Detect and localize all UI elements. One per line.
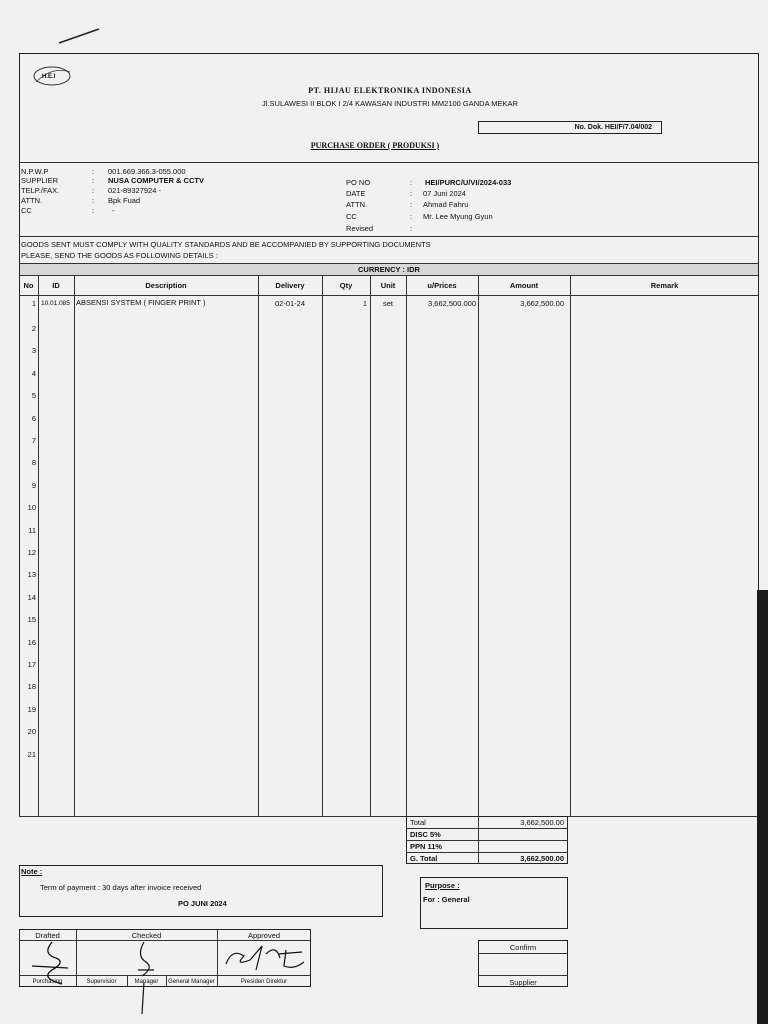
notice-line-2: PLEASE, SEND THE GOODS AS FOLLOWING DETAILS :	[21, 251, 218, 260]
note-label: Note :	[21, 867, 43, 876]
po-cc-sep: :	[410, 212, 413, 221]
row-amount: 3,662,500.00	[520, 299, 564, 308]
purpose-value: For : General	[423, 895, 470, 904]
row-number: 14	[27, 592, 36, 602]
pen-mark	[55, 25, 105, 47]
col-line	[478, 275, 479, 816]
row-number: 6	[31, 413, 36, 423]
col-line	[74, 275, 75, 816]
row-number: 18	[27, 682, 36, 692]
total-value: 3,662,500.00	[520, 818, 564, 827]
col-line	[38, 275, 39, 816]
row-number: 20	[27, 727, 36, 737]
note-po-month: PO JUNI 2024	[178, 899, 227, 908]
notice-top-line	[19, 236, 759, 237]
col-header-remark: Remark	[650, 281, 679, 290]
confirm-label: Confirm	[509, 943, 537, 952]
company-address: Jl.SULAWESI II BLOK I 2/4 KAWASAN INDUSTRI MM2100 GANDA MEKAR	[262, 99, 518, 108]
page-title: PURCHASE ORDER ( PRODUKSI )	[310, 141, 440, 150]
cc-sep: :	[92, 206, 95, 215]
col-header-id: ID	[52, 281, 60, 290]
row-id: 10.01.085	[41, 300, 70, 307]
totals-line	[406, 840, 568, 841]
header-top-line	[19, 275, 759, 276]
row-number: 8	[31, 458, 36, 468]
ppn-label: PPN 11%	[410, 842, 443, 851]
revised-sep: :	[410, 224, 413, 233]
scan-edge	[757, 590, 768, 1024]
confirm-footer-line	[478, 975, 568, 976]
telp-value: 021-89327924 -	[108, 186, 161, 195]
telp-sep: :	[92, 186, 95, 195]
supplier-sep: :	[92, 176, 95, 185]
col-line	[570, 275, 571, 816]
gtotal-label: G. Total	[410, 854, 438, 863]
role-purchasing: Purchasing	[32, 979, 63, 985]
row-unit: set	[382, 299, 393, 308]
row-number: 2	[31, 324, 36, 333]
col-header-delivery: Delivery	[275, 281, 305, 290]
row-number: 13	[27, 570, 36, 580]
po-no-sep: :	[410, 178, 413, 187]
revised-label: Revised	[346, 224, 374, 233]
row-number: 5	[31, 391, 36, 401]
row-description: ABSENSI SYSTEM ( FINGER PRINT )	[76, 298, 206, 307]
col-line	[322, 275, 323, 816]
purpose-label: Purpose :	[425, 881, 460, 890]
signature-approved	[222, 940, 308, 974]
po-no-label: PO NO	[346, 178, 371, 187]
col-header-description: Description	[145, 281, 187, 290]
col-header-unit: Unit	[380, 281, 396, 290]
po-cc-label: CC	[346, 212, 357, 221]
role-supervisor: Supervisior	[86, 979, 117, 985]
po-attn-label: ATTN.	[346, 200, 368, 209]
gtotal-value: 3,662,500.00	[520, 854, 564, 863]
date-label: DATE	[346, 189, 366, 198]
po-attn-sep: :	[410, 200, 413, 209]
table-bottom-line	[19, 816, 759, 817]
notice-line-1: GOODS SENT MUST COMPLY WITH QUALITY STANDARDS AND BE ACCOMPANIED BY SUPPORTING DOCUMENTS	[21, 240, 431, 249]
role-general-manager: General Manager	[168, 979, 215, 985]
supplier-value: NUSA COMPUTER & CCTV	[108, 176, 204, 185]
col-line	[406, 275, 407, 816]
row-number: 7	[31, 436, 36, 445]
row-no: 1	[31, 299, 36, 308]
totals-line	[406, 852, 568, 853]
signature-drafted	[22, 938, 74, 988]
disc-label: DISC 5%	[410, 830, 441, 839]
drafted-label: Drafted	[35, 931, 60, 940]
row-number: 9	[31, 480, 36, 490]
npwp-value: 001.669.366.3-055.000	[108, 167, 186, 176]
npwp-sep: :	[92, 167, 95, 176]
row-number: 11	[28, 525, 36, 535]
row-number: 17	[27, 660, 36, 669]
total-label: Total	[410, 818, 426, 827]
supplier-label: SUPPLIER	[21, 176, 59, 185]
supplier-sign-label: Supplier	[509, 978, 537, 987]
doc-no: No. Dok. HEI/F/7.04/002	[574, 124, 652, 131]
info-top-line	[19, 162, 759, 163]
signature-manager	[128, 936, 164, 1016]
telp-label: TELP./FAX.	[21, 186, 60, 195]
po-attn-value: Ahmad Fahru	[423, 200, 469, 209]
col-header-amount: Amount	[509, 281, 539, 290]
attn-label: ATTN.	[21, 196, 43, 205]
row-delivery: 02-01-24	[275, 299, 306, 308]
row-number: 16	[27, 637, 36, 647]
po-no-value: HEI/PURC/U/VI/2024-033	[425, 178, 512, 187]
header-bottom-line	[19, 295, 759, 296]
note-term: Term of payment : 30 days after invoice received	[40, 883, 202, 892]
attn-value: Bpk Fuad	[108, 196, 141, 205]
row-number: 15	[27, 615, 36, 625]
row-qty: 1	[362, 299, 367, 308]
row-number: 10	[27, 503, 36, 513]
company-name: PT. HIJAU ELEKTRONIKA INDONESIA	[308, 86, 472, 95]
logo-text: H.E.I	[42, 74, 56, 80]
attn-sep: :	[92, 196, 95, 205]
po-cc-value: Mr. Lee Myung Gyun	[423, 212, 493, 221]
currency: CURRENCY : IDR	[358, 265, 420, 274]
cc-label: CC	[21, 206, 32, 215]
date-value: 07 Juni 2024	[423, 189, 466, 198]
totals-line	[406, 828, 568, 829]
role-manager: Manager	[134, 979, 159, 985]
row-number: 12	[27, 548, 36, 557]
col-header-price: u/Prices	[427, 281, 457, 290]
row-number: 21	[27, 749, 36, 759]
checked-label: Checked	[131, 931, 162, 940]
row-number: 3	[31, 346, 36, 356]
row-price: 3,662,500.000	[428, 299, 476, 308]
approved-label: Approved	[247, 931, 281, 940]
confirm-header-line	[478, 953, 568, 954]
role-presiden-direktur: Presiden Direktur	[240, 979, 288, 985]
col-header-qty: Qty	[339, 281, 353, 290]
cc-value: -	[112, 206, 115, 215]
col-line	[370, 275, 371, 816]
row-number: 19	[27, 704, 36, 714]
col-line	[258, 275, 259, 816]
row-number: 4	[31, 368, 36, 378]
col-header-no: No	[23, 281, 34, 290]
date-sep: :	[410, 189, 413, 198]
npwp-label: N.P.W.P	[21, 167, 49, 176]
